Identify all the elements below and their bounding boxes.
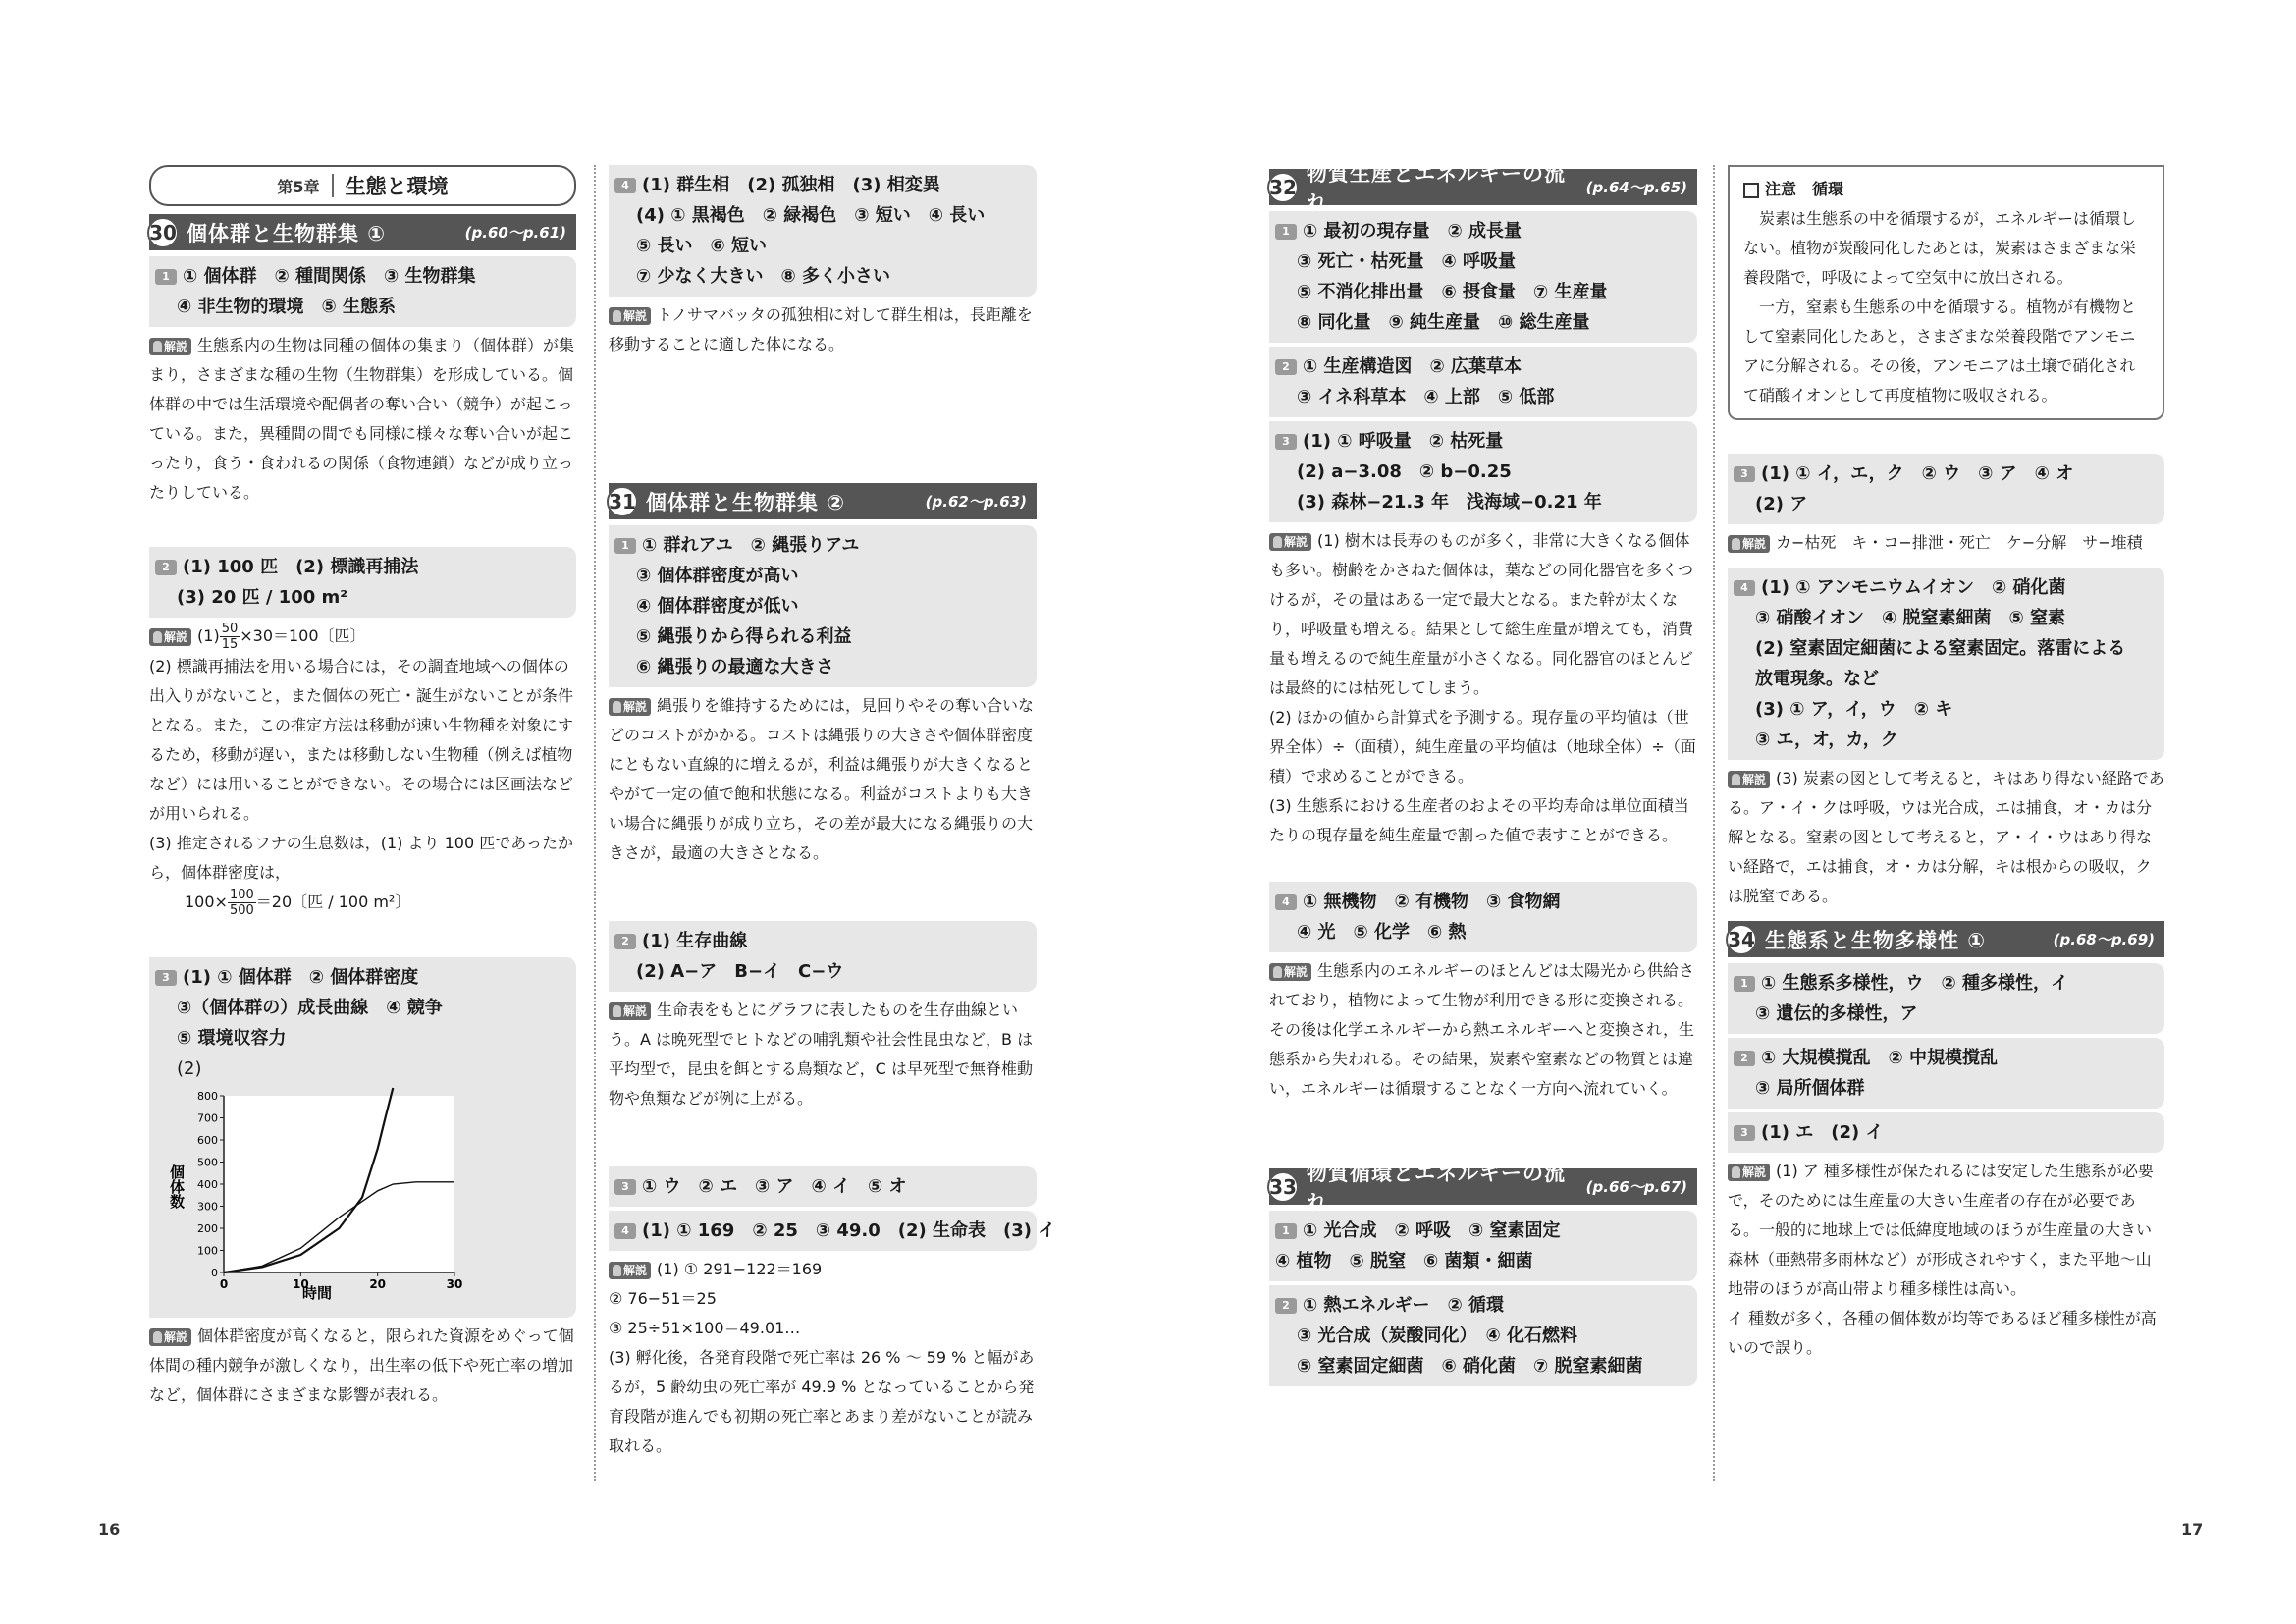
question-tag: 3 (1275, 434, 1297, 450)
answer-line: (2) (177, 1058, 202, 1079)
question-tag: 3 (614, 1179, 636, 1195)
question-tag: 3 (1734, 466, 1755, 482)
explanation-paragraph: ② 76−51＝25 (609, 1289, 717, 1308)
person-icon (613, 701, 621, 713)
section-33-header (1269, 1161, 1697, 1215)
person-icon (1273, 966, 1282, 978)
section-title: 物質生産とエネルギーの流れ (1307, 161, 1566, 215)
answer-line: ⑤ 縄張りから得られる利益 (636, 626, 852, 647)
person-icon (153, 1331, 162, 1343)
explanation: 解説 (1) $\frac{50}{15}$ ×30＝100〔匹〕 (2) 標識再捕法を用いる場合には，その調査地域への個体の出入りがないこと，また個体の死亡・誕生がないことが条件となる。また，この推定方法は移動が速い生物種を対象にするため，移動が遅い，または移動しない生物種（例えば植物など）には用いることができない。その場合には区画法などが用いられる。 (3) 推定されるフナの生息数は，(1) より 100 匹であったから，個体群密度は， 100× $\frac{100}{500}$ ＝20〔匹 / 100 m²〕 (149, 622, 576, 918)
kaisetsu-badge: 解説 (609, 1002, 651, 1020)
y-axis-label: 個体数 (168, 1164, 186, 1209)
question-tag: 3 (1734, 1125, 1755, 1141)
section-pages: (p.60〜p.61) (464, 224, 566, 242)
section-number: 33 (1267, 1171, 1299, 1203)
answer-line: 2 ① 生産構造図 ② 広葉草本 (1275, 352, 1689, 382)
question-tag: 4 (1734, 580, 1755, 596)
explanation: 解説 生態系内のエネルギーのほとんどは太陽光から供給されており，植物によって生物が利用できる形に変換される。その後は化学エネルギーから熱エネルギーへと変換され，生態系から失われる。その結果，炭素や窒素などの物質とは違い，エネルギーは循環することなく一方向へ流れていく。 (1269, 961, 1695, 1098)
kaisetsu-badge: 解説 (1728, 535, 1770, 553)
section-title: 生態系と生物多様性 ① (1765, 928, 1987, 952)
y-tick-label: 200 (197, 1222, 218, 1235)
answer-line: (2) A−ア B−イ C−ウ (636, 961, 844, 982)
answer-box (149, 957, 576, 1318)
answer-line: 放電現象。など (1755, 669, 1879, 689)
answer-line: 1 ① 最初の現存量 ② 成長量 (1275, 216, 1689, 246)
answer-box (1269, 347, 1697, 417)
section-title: 個体群と生物群集 ② (646, 490, 846, 514)
answer-line: ④ 非生物的環境 ⑤ 生態系 (177, 297, 397, 317)
answer-line: 3 ① ウ ② エ ③ ア ④ イ ⑤ オ (614, 1171, 1029, 1202)
column-divider (1713, 165, 1715, 1481)
explanation-paragraph: (2) 標識再捕法を用いる場合には，その調査地域への個体の出入りがないこと，また個体の死亡・誕生がないことが条件となる。また，この推定方法は移動が速い生物種を対象にするため，移動が遅い，または移動しない生物種（例えば植物など）には用いることができない。その場合には区画法などが用いられる。 (149, 657, 574, 823)
section-pages: (p.64〜p.65) (1585, 179, 1687, 196)
question-tag: 1 (1275, 224, 1297, 240)
answer-box (609, 1166, 1037, 1207)
section-pages: (p.68〜p.69) (2053, 931, 2155, 948)
section-number: 34 (1726, 924, 1757, 955)
explanation-paragraph: (3) 生態系における生産者のおよその平均寿命は単位面積当たりの現存量を純生産量で割った値で表すことができる。 (1269, 796, 1689, 844)
answer-line: 4 (1) 群生相 (2) 孤独相 (3) 相変異 (614, 170, 1029, 200)
person-icon (153, 631, 162, 643)
answer-line: 2 (1) 生存曲線 (614, 926, 1029, 956)
answer-line: (4) ① 黒褐色 ② 緑褐色 ③ 短い ④ 長い (636, 205, 986, 226)
answer-line: (2) ア (1755, 494, 1808, 514)
answer-line: ③ 光合成（炭酸同化） ④ 化石燃料 (1297, 1326, 1578, 1346)
answer-line: ③ 遺伝的多様性，ア (1755, 1003, 1918, 1024)
answer-line: (2) 窒素固定細菌による窒素固定。落雷による (1755, 638, 2126, 659)
section-number: 30 (147, 217, 179, 248)
answer-line: (3) 20 匹 / 100 m² (177, 587, 348, 608)
answer-box (149, 547, 576, 618)
column-1 (149, 165, 576, 1420)
explanation: 解説 カ−枯死 キ・コ−排泄・死亡 ケ−分解 サ−堆積 (1728, 528, 2164, 558)
answer-line: (3) 森林−21.3 年 浅海域−0.21 年 (1297, 492, 1602, 513)
answer-line: 3 (1) ① 個体群 ② 個体群密度 (155, 962, 568, 993)
answer-line: ④ 光 ⑤ 化学 ⑥ 熱 (1297, 922, 1467, 943)
person-icon (613, 1265, 621, 1276)
chapter-title: 生態と環境 (345, 175, 449, 198)
answer-line: ③ 硝酸イオン ④ 脱窒素細菌 ⑤ 窒素 (1755, 608, 2065, 628)
answer-line: 1 ① 生態系多様性，ウ ② 種多様性，イ (1734, 968, 2157, 999)
section-pages: (p.66〜p.67) (1585, 1178, 1687, 1196)
note-title: 注意 循環 (1743, 175, 2149, 204)
kaisetsu-badge: 解説 (149, 338, 191, 355)
answer-box (1728, 1038, 2164, 1109)
y-tick-label: 0 (211, 1267, 218, 1279)
y-tick-label: 600 (197, 1134, 218, 1147)
column-4 (1728, 165, 2164, 1373)
explanation: 解説 (1) ア 種多様性が保たれるには安定した生態系が必要で，そのためには生産量の大きい生産者の存在が必要である。一般的に地球上では低緯度地域のほうが生産量の大きい森林（亜熱帯多雨林など）が形成されやすく，また平地〜山地帯のほうが高山帯より種多様性は高い。 イ 種数が多く，各種の個体数が均等であるほど種多様性が高いので誤り。 (1728, 1157, 2164, 1363)
growth-curve-chart (155, 1086, 463, 1302)
plot-area (224, 1096, 454, 1272)
kaisetsu-badge: 解説 (609, 1262, 651, 1279)
answer-line: ④ 植物 ⑤ 脱窒 ⑥ 菌類・細菌 (1275, 1251, 1533, 1272)
answer-box (609, 525, 1037, 687)
answer-box (149, 256, 576, 327)
answer-box (1269, 421, 1697, 522)
answer-box (609, 921, 1037, 992)
chapter-header (149, 165, 576, 206)
answer-line: 3 (1) ① 呼吸量 ② 枯死量 (1275, 426, 1689, 457)
answer-box (609, 165, 1037, 297)
kaisetsu-badge: 解説 (1269, 533, 1311, 551)
answer-box (1728, 454, 2164, 524)
question-tag: 2 (1275, 359, 1297, 375)
answer-line: ⑤ 長い ⑥ 短い (636, 236, 768, 256)
answer-box (1269, 1285, 1697, 1386)
section-30-header (149, 214, 576, 250)
answer-line: 2 (1) 100 匹 (2) 標識再捕法 (155, 552, 568, 582)
y-tick-label: 400 (197, 1178, 218, 1191)
answer-line: ③ 局所個体群 (1755, 1078, 1865, 1099)
fraction: $\frac{50}{15}$ (221, 622, 239, 652)
question-tag: 2 (1275, 1298, 1297, 1314)
explanation-paragraph: (2) ほかの値から計算式を予測する。現存量の平均値は（世界全体）÷（面積），純生産量の平均値は（地球全体）÷（面積）で求めることができる。 (1269, 708, 1696, 785)
section-34-header (1728, 921, 2164, 957)
answer-line: ⑦ 少なく大きい ⑧ 多く小さい (636, 266, 891, 287)
kaisetsu-badge: 解説 (609, 698, 651, 716)
answer-box (1269, 211, 1697, 343)
section-number: 32 (1267, 172, 1299, 203)
answer-line: ③（個体群の）成長曲線 ④ 競争 (177, 998, 443, 1018)
question-tag: 4 (1275, 894, 1297, 910)
question-tag: 2 (614, 934, 636, 949)
column-3 (1269, 161, 1697, 1390)
question-tag: 1 (1734, 976, 1755, 992)
person-icon (1732, 1166, 1740, 1178)
column-2 (609, 165, 1056, 1471)
section-title: 物質循環とエネルギーの流れ (1307, 1161, 1566, 1215)
question-tag: 2 (1734, 1051, 1755, 1066)
question-tag: 1 (614, 538, 636, 554)
answer-box (609, 1211, 1056, 1251)
answer-line: ⑤ 不消化排出量 ⑥ 摂食量 ⑦ 生産量 (1297, 282, 1608, 302)
explanation-paragraph: イ 種数が多く，各種の個体数が均等であるほど種多様性が高いので誤り。 (1728, 1309, 2157, 1357)
section-pages: (p.62〜p.63) (925, 493, 1027, 511)
person-icon (613, 1005, 621, 1017)
answer-line: (2) a−3.08 ② b−0.25 (1297, 461, 1512, 482)
explanation: 解説 個体群密度が高くなると，限られた資源をめぐって個体間の種内競争が激しくなり，出生率の低下や死亡率の増加など，個体群にさまざまな影響が表れる。 (149, 1326, 574, 1404)
person-icon (153, 341, 162, 352)
explanation-paragraph: (3) 推定されるフナの生息数は，(1) より 100 匹であったから，個体群密度は， (149, 834, 574, 882)
y-tick-label: 800 (197, 1090, 218, 1103)
explanation-paragraph: (3) 孵化後，各発育段階で死亡率は 26 % 〜 59 % と幅があるが，5 齢幼虫の死亡率が 49.9 % となっていることから発育段階が進んでも初期の死亡率とあまり差がないことが読み取れる。 (609, 1348, 1035, 1455)
answer-line: 2 ① 大規模撹乱 ② 中規模撹乱 (1734, 1043, 2157, 1073)
person-icon (1732, 538, 1740, 550)
chapter-separator (332, 174, 334, 197)
answer-box (1269, 1211, 1697, 1281)
x-tick-label: 10 (292, 1277, 309, 1291)
explanation: 解説 トノサマバッタの孤独相に対して群生相は，長距離を移動することに適した体になる。 (609, 305, 1033, 353)
section-32-header (1269, 161, 1697, 215)
question-tag: 2 (155, 560, 177, 575)
note-box (1728, 165, 2164, 420)
page-number-left: 16 (98, 1520, 121, 1539)
person-icon (613, 310, 621, 322)
x-tick-label: 0 (219, 1277, 229, 1291)
explanation: 解説 生態系内の生物は同種の個体の集まり（個体群）が集まり，さまざまな種の生物（生物群集）を形成している。個体群の中では生活環境や配偶者の奪い合い（競争）が起こっている。また，異種間の間でも同様に様々な奪い合いが起こったり，食う・食われるの関係（食物連鎖）などが成り立ったりしている。 (149, 336, 575, 502)
question-tag: 1 (1275, 1223, 1297, 1239)
answer-line: ③ エ，オ，カ，ク (1755, 730, 1898, 750)
answer-line: ⑧ 同化量 ⑨ 純生産量 ⑩ 総生産量 (1297, 312, 1590, 333)
kaisetsu-badge: 解説 (1728, 1164, 1770, 1181)
section-number: 31 (607, 486, 638, 517)
answer-line: 3 (1) ① イ，エ，ク ② ウ ③ ア ④ オ (1734, 459, 2157, 489)
fraction: $\frac{100}{500}$ (229, 888, 254, 918)
question-tag: 4 (614, 178, 636, 193)
answer-line: ④ 個体群密度が低い (636, 596, 799, 617)
answer-line: 1 ① 個体群 ② 種間関係 ③ 生物群集 (155, 261, 568, 292)
person-icon (1273, 536, 1282, 548)
checkbox-icon (1743, 183, 1759, 198)
answer-line: 3 (1) エ (2) イ (1734, 1117, 2157, 1148)
question-tag: 1 (155, 269, 177, 285)
answer-line: 4 ① 無機物 ② 有機物 ③ 食物網 (1275, 887, 1689, 917)
person-icon (1732, 774, 1740, 785)
kaisetsu-badge: 解説 (1269, 963, 1311, 981)
question-tag: 3 (155, 970, 177, 986)
chapter-number: 第5章 (277, 177, 320, 196)
answer-line: 1 ① 光合成 ② 呼吸 ③ 窒素固定 (1275, 1216, 1689, 1246)
answer-box (1728, 963, 2164, 1034)
y-tick-label: 500 (197, 1156, 218, 1169)
answer-line: ⑤ 窒素固定細菌 ⑥ 硝化菌 ⑦ 脱窒素細菌 (1297, 1356, 1643, 1377)
explanation: 解説 (1) 樹木は長寿のものが多く，非常に大きくなる個体も多い。樹齢をかさねた個体は，葉などの同化器官を多くつけるが，その量はある一定で最大となる。また幹が太くなり，呼吸量も増える。結果として総生産量が増えても，消費量も増えるので純生産量が小さくなる。同化器官のほとんどは最終的には枯死してしまう。 (2) ほかの値から計算式を予測する。現存量の平均値は（世界全体）÷（面積），純生産量の平均値は（地球全体）÷（面積）で求めることができる。 (3) 生態系における生産者のおよその平均寿命は単位面積当たりの現存量を純生産量で割った値で表すことができる。 (1269, 526, 1697, 850)
answer-line: 1 ① 群れアユ ② 縄張りアユ (614, 530, 1029, 561)
section-title: 個体群と生物群集 ① (187, 221, 387, 245)
answer-line: 4 (1) ① アンモニウムイオン ② 硝化菌 (1734, 572, 2157, 603)
section-31-header (609, 483, 1037, 519)
y-tick-label: 100 (197, 1244, 218, 1258)
x-tick-label: 20 (369, 1277, 387, 1291)
kaisetsu-badge: 解説 (609, 307, 651, 325)
answer-box (1269, 882, 1697, 952)
answer-line: (3) ① ア，イ，ウ ② キ (1755, 699, 1953, 720)
answer-line: ③ 死亡・枯死量 ④ 呼吸量 (1297, 251, 1517, 272)
y-tick-label: 300 (197, 1200, 218, 1214)
note-paragraph: 一方，窒素も生態系の中を循環する。植物が有機物として窒素同化したあと，さまざまな栄養段階でアンモニアに分解される。その後，アンモニアは土壌で硝化されて硝酸イオンとして再度植物に吸収される。 (1743, 298, 2137, 405)
explanation: 解説 (3) 炭素の図として考えると，キはあり得ない経路である。ア・イ・クは呼吸，ウは光合成，エは捕食，オ・カは分解となる。窒素の図として考えると，ア・イ・ウはあり得ない経路で，エは捕食，オ・カは分解，キは根からの吸収，クは脱窒である。 (1728, 769, 2164, 905)
y-tick-label: 700 (197, 1111, 218, 1125)
explanation-paragraph: ③ 25÷51×100＝49.01… (609, 1319, 801, 1337)
explanation: 解説 (1) ① 291−122＝169 ② 76−51＝25 ③ 25÷51×100＝49.01… (3) 孵化後，各発育段階で死亡率は 26 % 〜 59 % と幅があるが，5 齢幼虫の死亡率が 49.9 % となっていることから発育段階が進んでも初期の死亡率とあまり差がないことが読み取れる。 (609, 1255, 1037, 1461)
answer-line: ③ イネ科草本 ④ 上部 ⑤ 低部 (1297, 387, 1555, 407)
answer-line: 4 (1) ① 169 ② 25 ③ 49.0 (2) 生命表 (3) イ (614, 1216, 1029, 1246)
kaisetsu-badge: 解説 (149, 1328, 191, 1346)
answer-line: ⑥ 縄張りの最適な大きさ (636, 657, 834, 677)
column-divider (594, 165, 596, 1481)
question-tag: 4 (614, 1223, 636, 1239)
x-axis-label: 時間 (301, 1284, 333, 1302)
page-number-right: 17 (2181, 1520, 2204, 1539)
explanation: 解説 生命表をもとにグラフに表したものを生存曲線という。A は晩死型でヒトなどの哺乳類や社会性昆虫など，B は平均型で，昆虫を餌とする鳥類など，C は早死型で無脊椎動物や魚類などが例に上がる。 (609, 1001, 1034, 1108)
answer-box (1728, 1112, 2164, 1153)
note-paragraph: 炭素は生態系の中を循環するが，エネルギーは循環しない。植物が炭酸同化したあとは，炭素はさまざまな栄養段階で，呼吸によって空気中に放出される。 (1743, 209, 2137, 287)
answer-line: ⑤ 環境収容力 (177, 1028, 287, 1049)
answer-line: 2 ① 熱エネルギー ② 循環 (1275, 1290, 1689, 1321)
answer-box (1728, 568, 2164, 760)
explanation: 解説 縄張りを維持するためには，見回りやその奪い合いなどのコストがかかる。コストは縄張りの大きさや個体群密度にともない直線的に増えるが，利益は縄張りが大きくなるとやがて一定の値で飽和状態になる。利益がコストよりも大きい場合に縄張りが成り立ち，その差が最大になる縄張りの大きさが，最適の大きさとなる。 (609, 696, 1035, 862)
kaisetsu-badge: 解説 (1728, 771, 1770, 788)
kaisetsu-badge: 解説 (149, 628, 191, 646)
x-tick-label: 30 (446, 1277, 463, 1291)
answer-line: ③ 個体群密度が高い (636, 566, 799, 586)
